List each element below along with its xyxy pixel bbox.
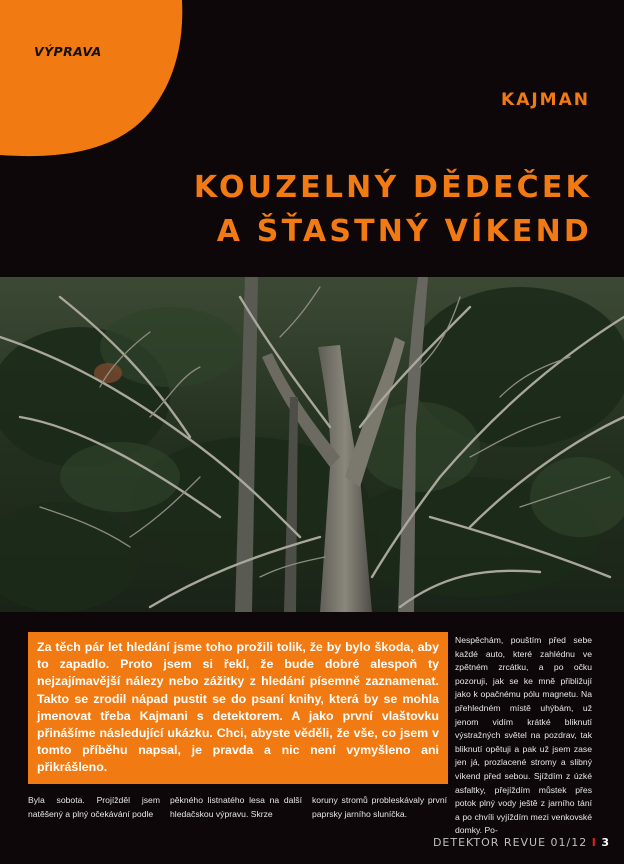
body-column-2: pěkného listnatého lesa na další hledačskou výpravu. Skrze [170, 795, 302, 819]
orange-swoosh-graphic [0, 0, 200, 165]
body-column-1: Byla sobota. Projížděl jsem natěšený a plný očekávání podle [28, 795, 160, 819]
page-footer [433, 836, 610, 849]
body-column-right: Nespěchám, pouštím před sebe každé auto, které zahlédnu ve zpětném zrcátku, a po očku pozoruji, jak se ke mně přibližují jako k opačnému pólu magnetu. Na přehledném místě uhýbám, už jenom vidím krátké bliknutí výstražných světel na pozdrav, tak bliknutí opětuji a pak už jsem zase jen já, prozlacené stromy a slibný víkend před sebou. Sjíždím z úzké asfaltky, přejíždím můstek přes potok plný vody ještě z jarního tání a po chvíli vyjíždím mezi venkovské domky. Po- [455, 635, 592, 836]
body-column-3: koruny stromů probleskávaly první paprsky jarního sluníčka. [312, 795, 447, 819]
title-line-2: A ŠŤASTNÝ VÍKEND [216, 214, 592, 249]
article-title [194, 166, 592, 254]
article-intro: Za těch pár let hledání jsme toho prožili tolik, že by bylo škoda, aby to zapadlo. Proto jsem si řekl, že bude dobré alespoň ty nejzajímavější nálezy nebo zážitky z hledání písemně zaznamenat. Takto se zrodil nápad pustit se do psaní knihy, která by se mohla jmenovat třeba Kajmani s detektorem. A jako první vlaštovku přinášíme následující ukázku. Chci, abyste věděli, že vše, co jsem v tomto příběhu napsal, je pravda a nic není vymyšleno ani přikrášleno. [28, 632, 448, 784]
magazine-logo-icon: I [591, 836, 597, 849]
forest-photo [0, 277, 624, 612]
author-name: KAJMAN [501, 90, 590, 110]
page-number: 3 [601, 836, 610, 849]
magazine-issue: DETEKTOR REVUE 01/12 [432, 836, 588, 849]
title-line-1: KOUZELNÝ DĚDEČEK [193, 170, 592, 205]
section-label: VÝPRAVA [34, 44, 102, 59]
